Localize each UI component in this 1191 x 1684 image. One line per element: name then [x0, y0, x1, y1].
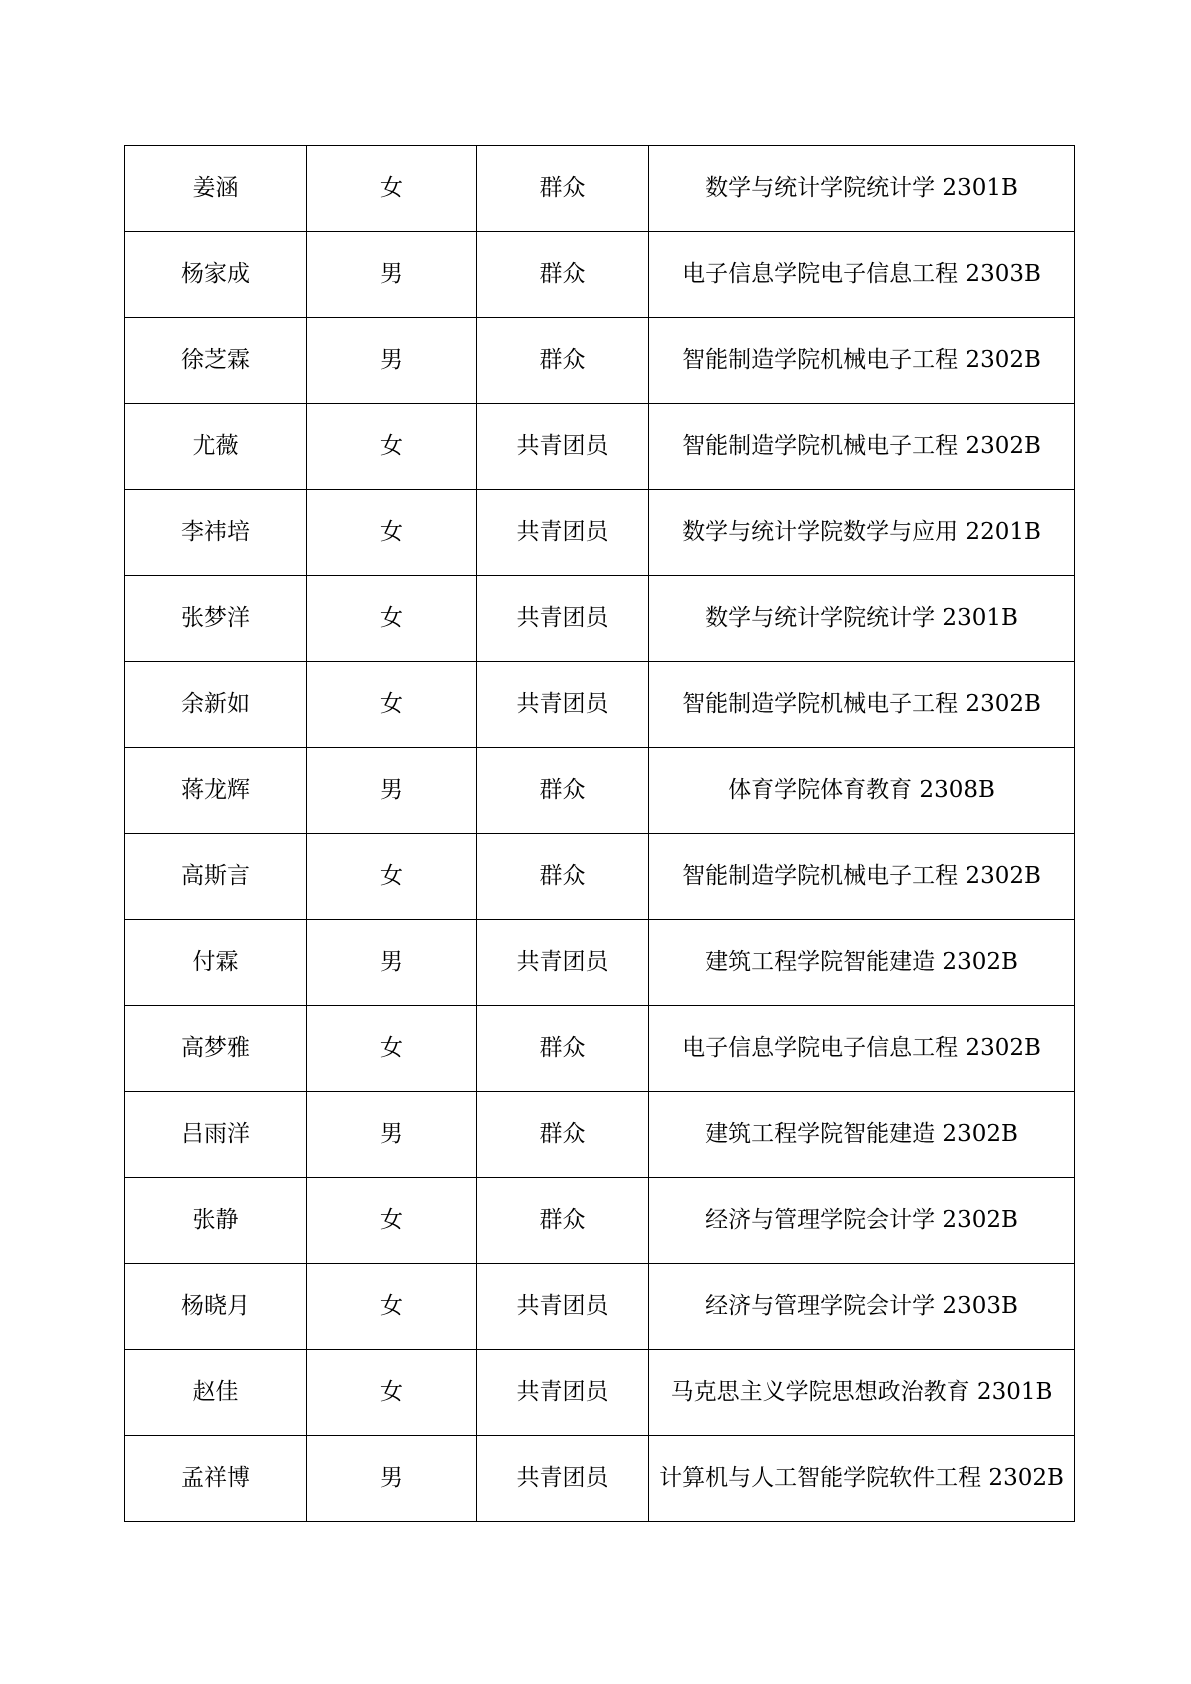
political-status-cell: 共青团员	[477, 1436, 649, 1522]
gender-cell: 男	[307, 1092, 477, 1178]
name-cell: 赵佳	[125, 1350, 307, 1436]
class-cell: 数学与统计学院数学与应用 2201B	[649, 490, 1075, 576]
gender-cell: 女	[307, 576, 477, 662]
class-cell: 建筑工程学院智能建造 2302B	[649, 1092, 1075, 1178]
table-row	[125, 232, 1075, 318]
name-cell: 尤薇	[125, 404, 307, 490]
gender-cell: 女	[307, 1006, 477, 1092]
class-cell: 经济与管理学院会计学 2303B	[649, 1264, 1075, 1350]
table-row	[125, 146, 1075, 232]
name-cell: 余新如	[125, 662, 307, 748]
political-status-cell: 共青团员	[477, 920, 649, 1006]
table-row	[125, 318, 1075, 404]
class-cell: 智能制造学院机械电子工程 2302B	[649, 318, 1075, 404]
political-status-cell: 群众	[477, 748, 649, 834]
political-status-cell: 群众	[477, 318, 649, 404]
gender-cell: 男	[307, 1436, 477, 1522]
gender-cell: 女	[307, 834, 477, 920]
student-roster-table	[124, 145, 1075, 1522]
name-cell: 孟祥博	[125, 1436, 307, 1522]
table-row	[125, 404, 1075, 490]
name-cell: 徐芝霖	[125, 318, 307, 404]
table-row	[125, 490, 1075, 576]
political-status-cell: 群众	[477, 834, 649, 920]
table-row	[125, 748, 1075, 834]
name-cell: 李祎培	[125, 490, 307, 576]
class-cell: 经济与管理学院会计学 2302B	[649, 1178, 1075, 1264]
class-cell: 体育学院体育教育 2308B	[649, 748, 1075, 834]
table-row	[125, 1092, 1075, 1178]
political-status-cell: 群众	[477, 1178, 649, 1264]
class-cell: 数学与统计学院统计学 2301B	[649, 576, 1075, 662]
class-cell: 建筑工程学院智能建造 2302B	[649, 920, 1075, 1006]
political-status-cell: 共青团员	[477, 1264, 649, 1350]
class-cell: 数学与统计学院统计学 2301B	[649, 146, 1075, 232]
class-cell: 电子信息学院电子信息工程 2302B	[649, 1006, 1075, 1092]
class-cell: 智能制造学院机械电子工程 2302B	[649, 404, 1075, 490]
political-status-cell: 共青团员	[477, 490, 649, 576]
class-cell: 马克思主义学院思想政治教育 2301B	[649, 1350, 1075, 1436]
table-row	[125, 1264, 1075, 1350]
name-cell: 高梦雅	[125, 1006, 307, 1092]
table-row	[125, 920, 1075, 1006]
gender-cell: 女	[307, 662, 477, 748]
political-status-cell: 群众	[477, 146, 649, 232]
gender-cell: 女	[307, 490, 477, 576]
table-row	[125, 1436, 1075, 1522]
political-status-cell: 共青团员	[477, 404, 649, 490]
table-row	[125, 662, 1075, 748]
class-cell: 智能制造学院机械电子工程 2302B	[649, 834, 1075, 920]
gender-cell: 男	[307, 748, 477, 834]
gender-cell: 男	[307, 318, 477, 404]
table-row	[125, 576, 1075, 662]
table-row	[125, 1006, 1075, 1092]
gender-cell: 女	[307, 1264, 477, 1350]
gender-cell: 女	[307, 1178, 477, 1264]
gender-cell: 女	[307, 146, 477, 232]
class-cell: 电子信息学院电子信息工程 2303B	[649, 232, 1075, 318]
name-cell: 姜涵	[125, 146, 307, 232]
gender-cell: 女	[307, 1350, 477, 1436]
name-cell: 杨家成	[125, 232, 307, 318]
table-row	[125, 1178, 1075, 1264]
class-cell: 计算机与人工智能学院软件工程 2302B	[649, 1436, 1075, 1522]
political-status-cell: 共青团员	[477, 1350, 649, 1436]
political-status-cell: 群众	[477, 232, 649, 318]
class-cell: 智能制造学院机械电子工程 2302B	[649, 662, 1075, 748]
table-row	[125, 1350, 1075, 1436]
gender-cell: 男	[307, 920, 477, 1006]
name-cell: 高斯言	[125, 834, 307, 920]
gender-cell: 女	[307, 404, 477, 490]
political-status-cell: 共青团员	[477, 576, 649, 662]
table-row	[125, 834, 1075, 920]
name-cell: 吕雨洋	[125, 1092, 307, 1178]
name-cell: 张梦洋	[125, 576, 307, 662]
roster-body	[125, 146, 1075, 1522]
name-cell: 蒋龙辉	[125, 748, 307, 834]
political-status-cell: 群众	[477, 1006, 649, 1092]
name-cell: 杨晓月	[125, 1264, 307, 1350]
name-cell: 付霖	[125, 920, 307, 1006]
political-status-cell: 共青团员	[477, 662, 649, 748]
gender-cell: 男	[307, 232, 477, 318]
name-cell: 张静	[125, 1178, 307, 1264]
political-status-cell: 群众	[477, 1092, 649, 1178]
